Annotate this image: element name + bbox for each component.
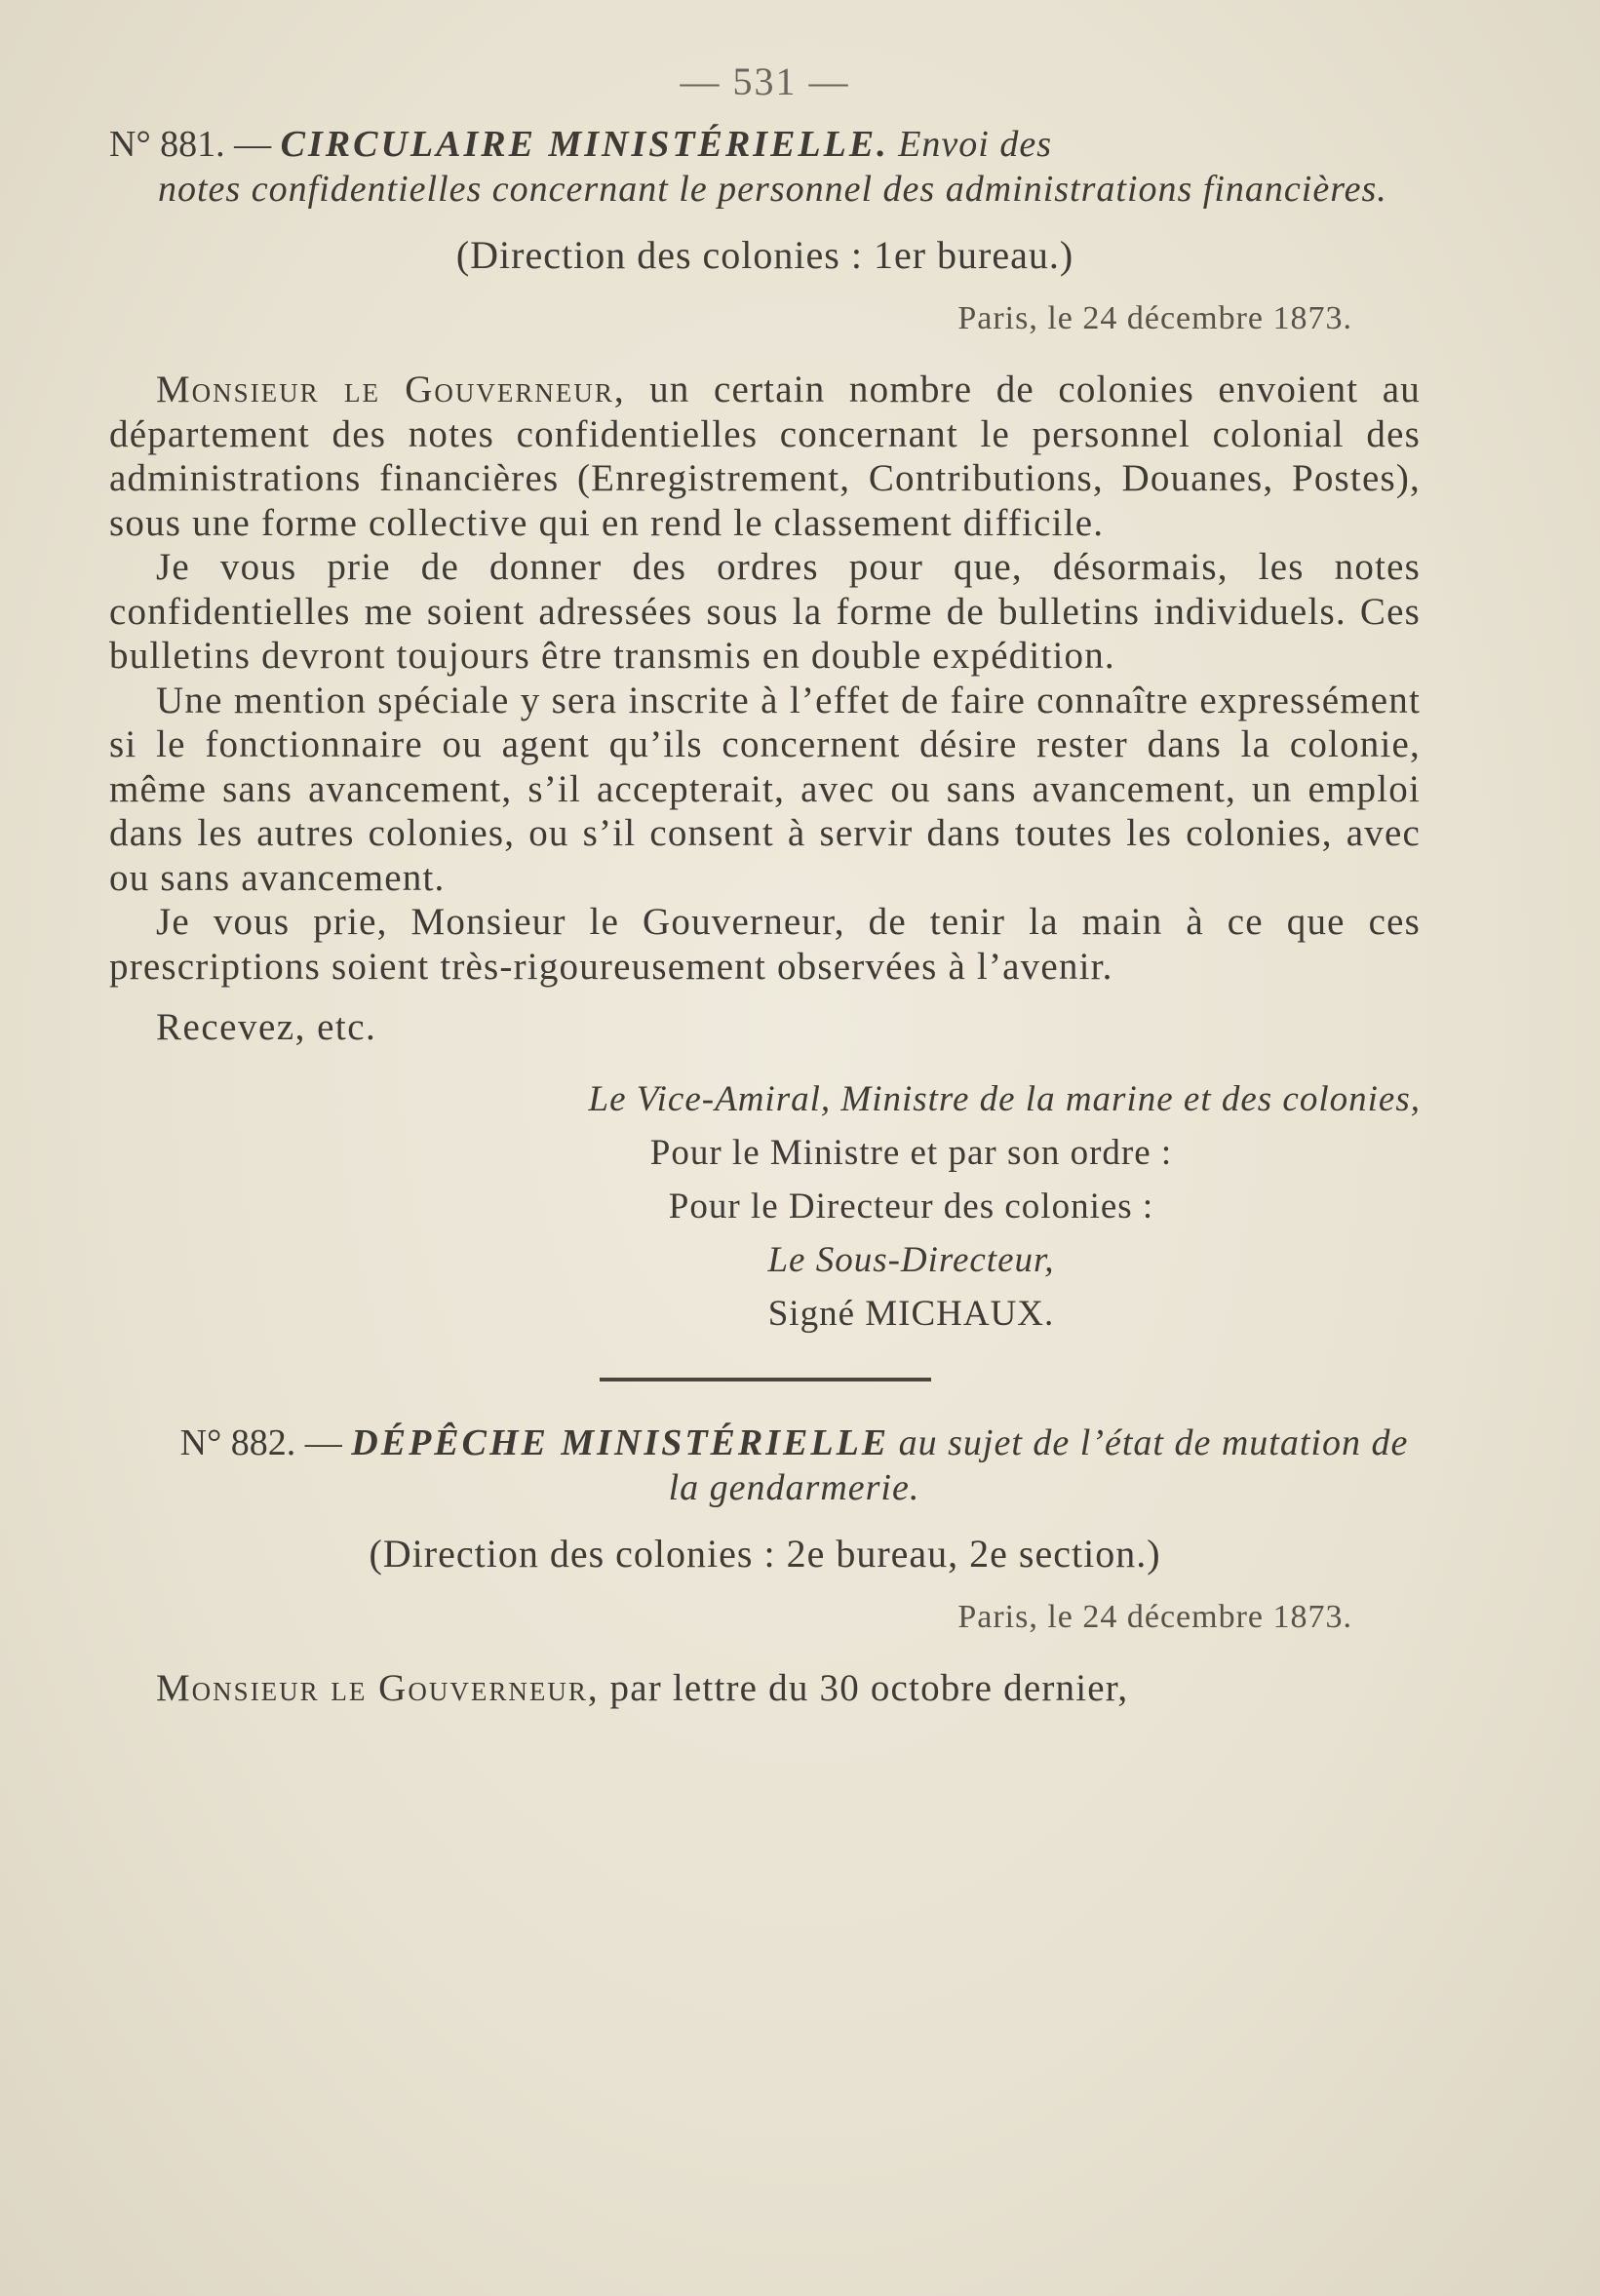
doc-881-paragraph-3: Une mention spéciale y sera inscrite à l’effet de faire connaître expressément si le fonctionnaire ou agent qu’ils concernent désire rester dans la colonie, même sans avancement, s’il accepterait, avec ou sans avancement, un emploi dans les autres colonies, ou s’il consent à servir dans toutes les colonies, avec ou sans avancement. [109, 679, 1421, 899]
doc-881-description-rest: notes confidentielles concernant le personnel des administrations financières. [158, 169, 1387, 210]
doc-881-paragraph-1 [109, 368, 1421, 545]
doc-881-title: CIRCULAIRE MINISTÉRIELLE. [280, 124, 889, 165]
doc-881-closing: Recevez, etc. [156, 1006, 377, 1048]
doc-881-paragraph-2: Je vous prie de donner des ordres pour que, désormais, les notes confidentielles me soient adressées sous la forme de bulletins individuels. Ces bulletins devront toujours être transmis en double expédition. [109, 546, 1421, 677]
doc-881-dash: — [234, 124, 272, 165]
doc-882-heading [109, 1420, 1421, 1510]
signature-subdirector-line: Le Sous-Directeur, [767, 1240, 1055, 1280]
doc-882-salutation: Monsieur le Gouverneur, [156, 1667, 600, 1709]
doc-882-number: N° 882. [179, 1422, 296, 1463]
doc-882-description: au sujet de l’état de mutation de la gendarmerie. [668, 1422, 1409, 1508]
doc-882-dash: — [304, 1422, 342, 1463]
doc-881-paragraph-4: Je vous prie, Monsieur le Gouverneur, de tenir la main à ce que ces prescriptions soient très-rigoureusement observées à l’avenir. [109, 901, 1421, 988]
doc-882-direction: (Direction des colonies : 2e bureau, 2e section.) [369, 1532, 1161, 1576]
doc-882-title: DÉPÊCHE MINISTÉRIELLE [351, 1422, 890, 1463]
doc-882-paragraph-1 [109, 1666, 1421, 1711]
doc-881-heading [109, 122, 1421, 212]
doc-882-paragraph-1-text: par lettre du 30 octobre dernier, [609, 1667, 1129, 1709]
page-number: — 531 — [680, 59, 850, 103]
section-divider [600, 1378, 931, 1381]
signature-name-line: Signé MICHAUX. [767, 1294, 1055, 1334]
doc-882-dateline: Paris, le 24 décembre 1873. [957, 1599, 1352, 1635]
doc-881-salutation: Monsieur le Gouverneur, [156, 369, 626, 410]
doc-881-direction: (Direction des colonies : 1er bureau.) [455, 233, 1074, 277]
doc-881-number: N° 881. [109, 124, 225, 165]
doc-881-paragraph-1-text: un certain nombre de colonies envoient au département des notes confidentielles concernant le personnel colonial des administrations financières (Enregistrement, Contributions, Douanes, Postes), sous une forme collective qui en rend le classement difficile. [109, 369, 1421, 544]
signature-minister-line: Le Vice-Amiral, Ministre de la marine et des colonies, [588, 1079, 1421, 1119]
doc-881-dateline: Paris, le 24 décembre 1873. [957, 300, 1352, 336]
page-content [109, 58, 1421, 1711]
signature-director-line: Pour le Directeur des colonies : [668, 1187, 1154, 1226]
doc-881-signature-block [109, 1072, 1421, 1341]
doc-881-description-start: Envoi des [898, 124, 1052, 165]
signature-order-line: Pour le Ministre et par son ordre : [649, 1133, 1173, 1173]
